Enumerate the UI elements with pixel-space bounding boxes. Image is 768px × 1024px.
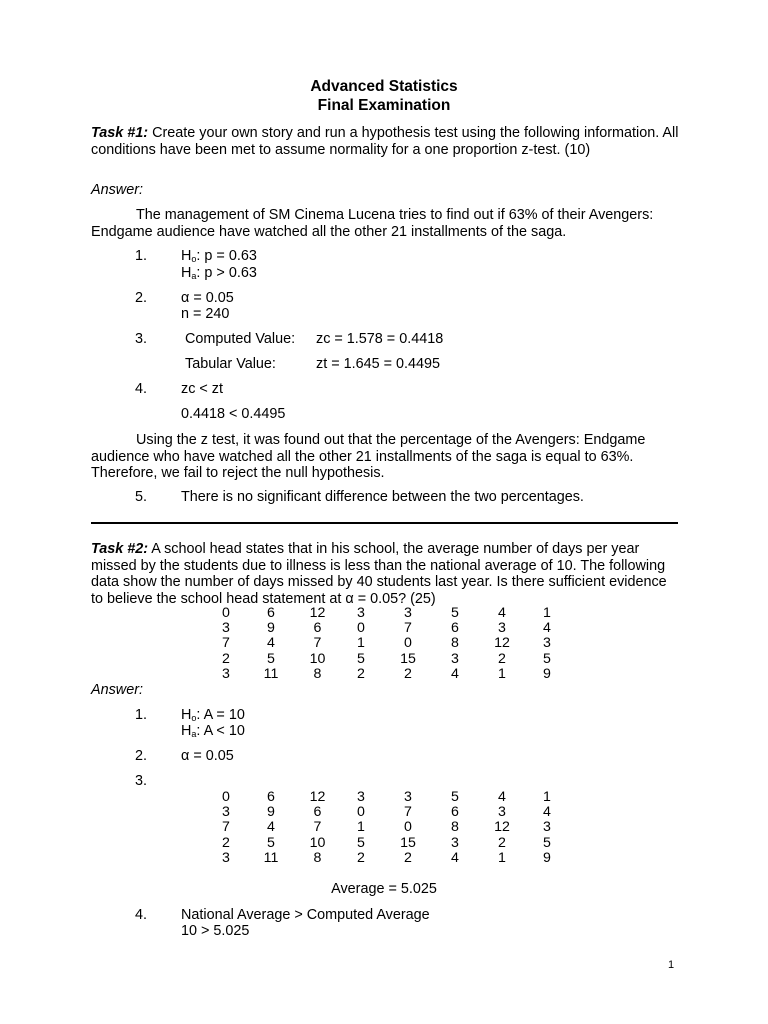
section-divider [91,522,678,524]
task1-step2-number: 2. [135,290,148,306]
data-cell: 5 [451,605,459,621]
data-cell: 8 [451,635,459,652]
data-cell: 3 [222,804,230,821]
data-row [206,636,567,651]
task2-step3-number: 3. [135,773,148,789]
data-cell: 4 [543,620,551,637]
data-cell: 3 [404,789,412,805]
data-cell: 12 [494,635,510,652]
data-cell: 0 [222,789,230,805]
data-cell: 2 [357,665,365,682]
data-cell: 2 [404,665,412,682]
task2-comparison-values: 10 > 5.025 [181,923,250,939]
data-cell: 6 [313,804,322,821]
data-cell: 0 [222,605,230,621]
data-cell: 11 [263,665,279,682]
task1-prompt [91,125,681,158]
task2-answer-data-table [206,790,567,866]
data-cell: 12 [494,819,510,836]
data-cell: 7 [313,635,322,652]
data-cell: 3 [498,620,506,637]
task1-computed-value: zc = 1.578 = 0.4418 [316,331,444,347]
task1-comparison-values: 0.4418 < 0.4495 [181,406,286,422]
data-cell: 6 [267,789,275,805]
data-row [206,667,567,682]
data-cell: 3 [498,804,506,821]
data-cell: 7 [222,635,230,652]
data-cell: 4 [451,665,459,682]
data-cell: 2 [357,849,365,866]
data-cell: 5 [267,650,275,667]
task2-prompt [91,541,681,607]
task2-step4-number: 4. [135,907,148,923]
data-cell: 4 [543,804,551,821]
data-cell: 0 [357,620,365,637]
data-cell: 6 [313,620,322,637]
data-cell: 5 [451,789,459,805]
page-number: 1 [668,959,675,971]
data-cell: 2 [404,849,412,866]
data-cell: 9 [543,849,551,866]
data-cell: 6 [451,804,459,821]
data-cell: 3 [404,605,412,621]
data-cell: 2 [498,834,506,851]
data-cell: 6 [451,620,459,637]
data-cell: 15 [400,650,416,667]
data-cell: 1 [357,635,365,652]
task1-label: Task #1: [91,125,149,141]
task1-alpha: α = 0.05 [181,290,234,306]
data-cell: 7 [404,804,412,821]
data-row [206,652,567,667]
task1-step1-number: 1. [135,248,148,264]
task1-tabular-value: zt = 1.645 = 0.4495 [316,356,441,372]
data-row [206,820,567,835]
data-cell: 1 [543,605,551,621]
data-cell: 0 [357,804,365,821]
data-row [206,606,567,621]
data-cell: 4 [267,819,275,836]
data-cell: 3 [543,635,551,652]
task2-prompt-text: A school head states that in his school, the average number of days per year missed by the students due to illness is less than the national average of 10. The following data show the number of days missed by 40 students last year. Is there sufficient evidence to believe the school head statement at α = 0.05? (25) [91,541,667,607]
data-cell: 1 [498,849,506,866]
data-cell: 9 [267,620,275,637]
data-cell: 6 [267,605,275,621]
data-row [206,805,567,820]
data-cell: 3 [357,789,365,805]
task2-step1-number: 1. [135,707,148,723]
data-cell: 4 [498,605,506,621]
task2-null-hypothesis: $H_o$: A = 10 [181,707,245,723]
data-cell: 7 [222,819,230,836]
task1-step3-number: 3. [135,331,148,347]
task1-computed-label: Computed Value: [185,331,296,347]
data-cell: 0 [404,819,412,836]
data-cell: 1 [357,819,365,836]
data-cell: 3 [222,620,230,637]
task1-final-statement: There is no significant difference between the two percentages. [181,489,584,505]
data-cell: 3 [357,605,365,621]
data-cell: 4 [498,789,506,805]
data-cell: 1 [543,789,551,805]
data-cell: 12 [309,789,326,805]
data-cell: 5 [267,834,275,851]
data-row [206,836,567,851]
task1-comparison: zc < zt [181,381,223,397]
data-cell: 2 [498,650,506,667]
task2-step2-number: 2. [135,748,148,764]
task2-answer-label: Answer: [91,682,143,698]
data-cell: 11 [263,849,279,866]
data-cell: 5 [357,650,365,667]
task1-step4-number: 4. [135,381,148,397]
task2-alt-hypothesis: $H_a$: A < 10 [181,723,245,739]
data-cell: 1 [498,665,506,682]
data-cell: 3 [451,834,459,851]
data-cell: 3 [222,849,230,866]
data-cell: 10 [309,834,326,851]
data-cell: 5 [543,650,551,667]
task1-answer-label: Answer: [91,182,143,198]
data-cell: 8 [313,849,322,866]
task1-intro: The management of SM Cinema Lucena tries to find out if 63% of their Avengers: Endgame audience have watched all the other 21 installments of the saga. [91,207,654,240]
data-cell: 3 [451,650,459,667]
task2-comparison: National Average > Computed Average [181,907,430,923]
task2-data-table [206,606,567,682]
data-cell: 5 [543,834,551,851]
data-cell: 0 [404,635,412,652]
task1-prompt-text: Create your own story and run a hypothesis test using the following information. All conditions have been met to assume normality for a one proportion z-test. (10) [91,125,679,158]
task1-step5-number: 5. [135,489,148,505]
task1-sample-size: n = 240 [181,306,230,322]
data-cell: 7 [313,819,322,836]
task2-label: Task #2: [91,541,149,557]
task1-null-hypothesis: $H_o$: p = 0.63 [181,248,257,264]
document-title: Advanced Statistics [310,78,458,95]
data-cell: 7 [404,620,412,637]
data-cell: 9 [543,665,551,682]
data-row [206,621,567,636]
data-cell: 2 [222,650,230,667]
task2-average: Average = 5.025 [331,881,437,897]
data-row [206,790,567,805]
data-cell: 3 [543,819,551,836]
data-cell: 10 [309,650,326,667]
data-cell: 2 [222,834,230,851]
data-cell: 12 [309,605,326,621]
document-subtitle: Final Examination [317,97,451,114]
data-row [206,851,567,866]
data-cell: 8 [313,665,322,682]
task1-tabular-label: Tabular Value: [185,356,276,372]
data-cell: 8 [451,819,459,836]
data-cell: 4 [451,849,459,866]
task1-conclusion: Using the z test, it was found out that the percentage of the Avengers: Endgame audience who have watched all the other 21 installments of the saga is equal to 63%. Therefore, we fail to reject the null hypothesis. [91,432,646,481]
data-cell: 15 [400,834,416,851]
task2-alpha: α = 0.05 [181,748,234,764]
task1-alt-hypothesis: $H_a$: p > 0.63 [181,265,257,281]
data-cell: 3 [222,665,230,682]
data-cell: 4 [267,635,275,652]
data-cell: 9 [267,804,275,821]
data-cell: 5 [357,834,365,851]
